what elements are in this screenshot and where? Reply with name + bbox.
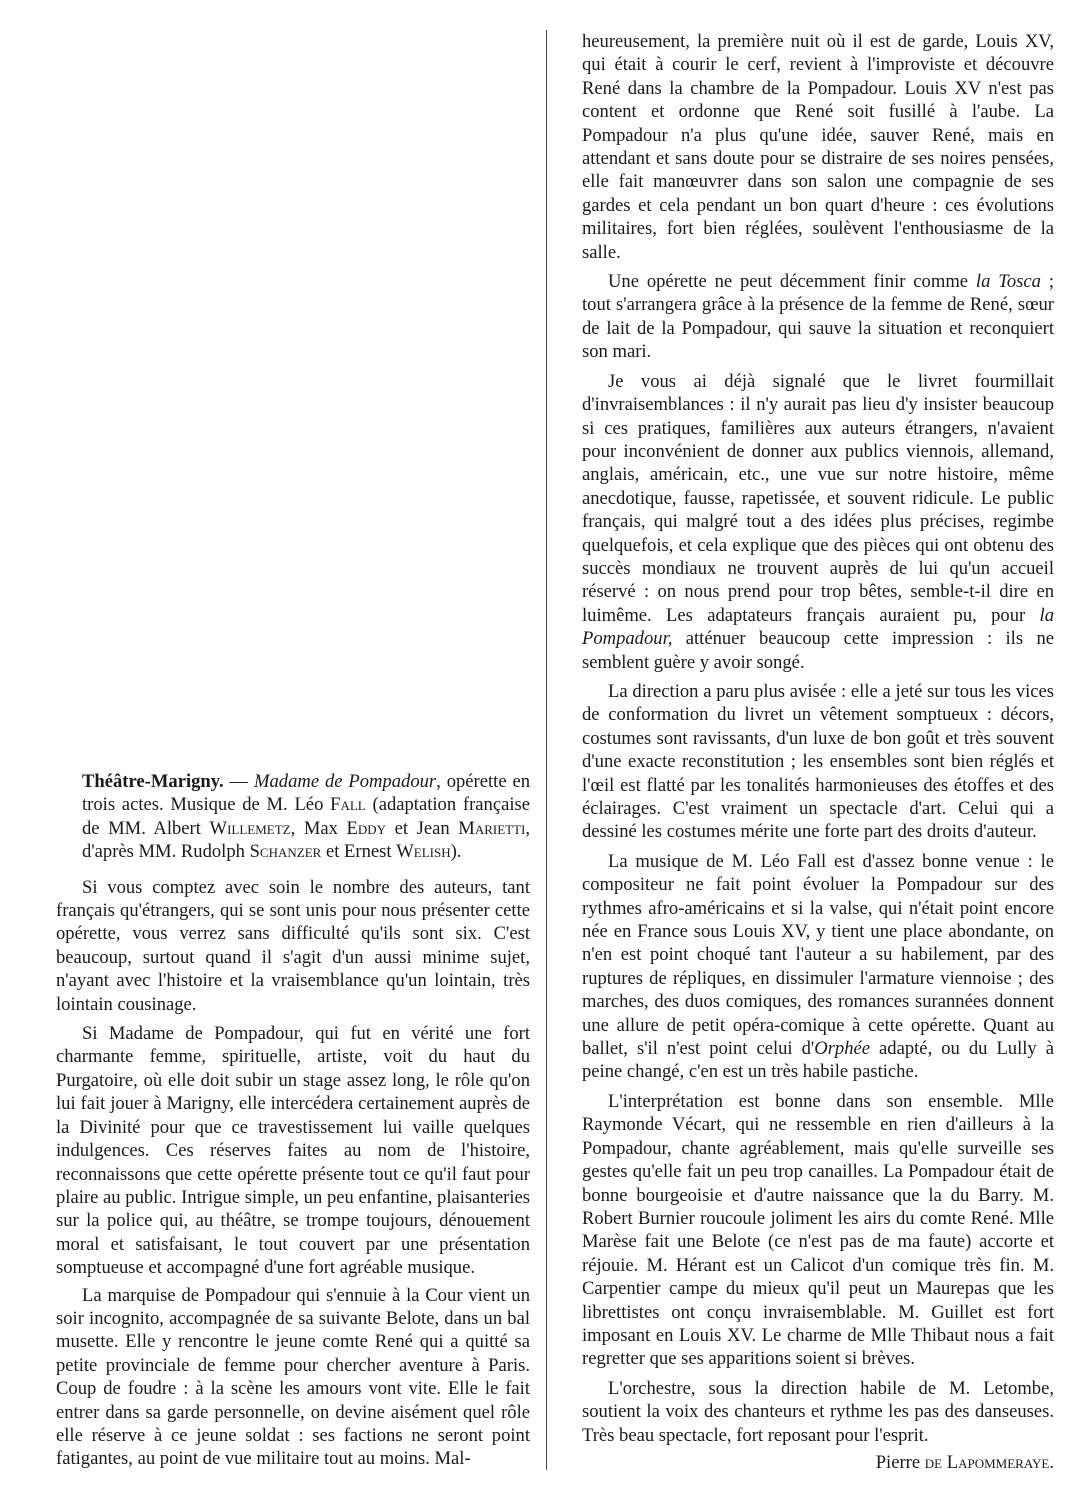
paragraph: La musique de M. Léo Fall est d'assez bonne venue : le compositeur ne fait point évoluer la Pompadour sur des rythmes afro-américains et si la valse, qui n'était point encore née en France sous Louis XV, y tient une place abondante, on n'en est point choqué tant l'auteur a su habilement, par des ruptures de répliques, en dissimuler l'armature viennoise ; des marches, des duos comiques, des romances surannées donnent une allure de petit opéra-comique à cette opérette. Quant au ballet, s'il n'est point celui d'Orphée adapté, ou du Lully à peine changé, c'en est un très habile pastiche. (582, 850, 1054, 1083)
paragraph: La marquise de Pompadour qui s'ennuie à la Cour vient un soir incognito, accompagnée de sa suivante Belote, dans un bal musette. Elle y rencontre le jeune comte René qui a quitté sa petite provinciale de femme pour chercher aventure à Paris. Coup de foudre : à la scène les amours vont vite. Elle le fait entrer dans sa garde personnelle, on devine aisément quel rôle elle réserve à ce jeune soldat : ses factions ne seront point fatigantes, au point de vue militaire tout au moins. Mal- (56, 1284, 530, 1470)
paragraph: Si vous comptez avec soin le nombre des auteurs, tant français qu'étrangers, qui se sont unis pour nous présenter cette opérette, vous verrez sans difficulté qu'ils sont six. C'est beaucoup, surtout quand il s'agit d'un aussi minime sujet, n'ayant avec l'histoire et la vraisemblance qu'un lointain, très lointain cousinage. (56, 876, 530, 1015)
show-title: Madame de Pompadour (254, 771, 437, 792)
paragraph: L'orchestre, sous la direction habile de M. Letombe, soutient la voix des chanteurs et rythme les pas des danseuses. Très beau spectacle, fort reposant pour l'esprit. (582, 1377, 1054, 1446)
signature: Pierre de Lapommeraye. (875, 1451, 1054, 1473)
paragraph: L'interprétation est bonne dans son ensemble. Mlle Raymonde Vécart, qui ne ressemble en rien d'ailleurs à la Pompadour, chante agréablement, mais qu'elle surveille ses gestes qu'elle fait un peu trop canailles. La Pompadour était de bonne bourgeoisie et d'autre naissance que la du Barry. M. Robert Burnier roucoule joliment les airs du comte René. Mlle Marèse fait une Belote (ce n'est pas de ma faute) accorte et réjouie. M. Hérant est un Calicot d'un comique très fin. M. Carpentier campe du mieux qu'il peut un Maurepas que les librettistes ont conçu invraisemblable. M. Guillet est fort imposant en Louis XV. Le charme de Mlle Thibaut nous a fait regretter que ses apparitions soient si brèves. (582, 1090, 1054, 1370)
left-column (56, 770, 530, 1471)
paragraph: Si Madame de Pompadour, qui fut en vérité une fort charmante femme, spirituelle, artiste, voit du haut du Purgatoire, où elle doit subir un stage assez long, le rôle qu'on lui fait jouer à Marigny, elle intercédera certainement auprès de la Divinité pour que ce travestissement lui vaille quelques indulgences. Ces réserves faites au nom de l'histoire, reconnaissons que cette opérette présente tout ce qu'il faut pour plaire au public. Intrigue simple, un peu enfantine, plaisanteries sur la police qui, au théâtre, se trompe toujours, dénouement moral et satisfaisant, le tout couvert par une présentation somptueuse et accompagné d'une fort agréable musique. (56, 1023, 530, 1279)
column-divider (546, 30, 547, 1470)
paragraph: heureusement, la première nuit où il est de garde, Louis XV, qui était à courir le cerf, revient à l'improviste et découvre René dans la chambre de la Pompadour. Louis XV n'est pas content et ordonne que René soit fusillé à l'aube. La Pompadour n'a plus qu'une idée, sauver René, mais en attendant et sans doute pour se distraire de ses noires pensées, elle fait manœuvrer dans son salon une compagnie de ses gardes et cela pendant un bon quart d'heure : ces évolutions militaires, fort bien réglées, soulèvent l'enthousiasme de la salle. (582, 31, 1054, 263)
paragraph: Une opérette ne peut décemment finir comme la Tosca ; tout s'arrangera grâce à la présence de la femme de René, sœur de lait de la Pompadour, qui sauve la situation et reconquiert son mari. (582, 271, 1054, 363)
right-column (582, 30, 1054, 1474)
review-header: Théâtre-Marigny. — Madame de Pompadour, opérette en trois actes. Musique de M. Léo Fall (adaptation française de MM. Albert Willemetz, Max Eddy et Jean Marietti, d'après MM. Rudolph Schanzer et Ernest Welish). (82, 771, 531, 863)
paragraph: Je vous ai déjà signalé que le livret fourmillait d'invraisemblances : il n'y aurait pas lieu d'y insister beaucoup si ces pratiques, familières aux auteurs étrangers, n'avaient pour inconvénient de donner aux publics viennois, allemand, anglais, américain, etc., une vue sur notre histoire, même anecdotique, fausse, rapetissée, et souvent ridicule. Le public français, qui malgré tout a des idées plus précises, regimbe quelquefois, et cela explique que des pièces qui ont obtenu des succès mondiaux ne trouvent auprès de lui qu'un accueil réservé : on nous prend pour trop bêtes, semble-t-il dire en luimême. Les adaptateurs français auraient pu, pour la Pompadour, atténuer beaucoup cette impression : ils ne semblent guère y avoir songé. (582, 370, 1054, 673)
venue-name: Théâtre-Marigny. (82, 771, 224, 792)
composer-name: Fall (330, 794, 366, 816)
paragraph: La direction a paru plus avisée : elle a jeté sur tous les vices de conformation du livret un vêtement somptueux : décors, costumes sont ravissants, d'un luxe de bon goût et très souvent d'une exacte reconstitution ; les ensembles sont bien réglés et l'œil est flatté par les tonalités harmonieuses des étoffes et des éclairages. C'est vraiment un spectacle d'art. Celui qui a dessiné les costumes mérite une forte part des droits d'auteur. (582, 680, 1054, 843)
